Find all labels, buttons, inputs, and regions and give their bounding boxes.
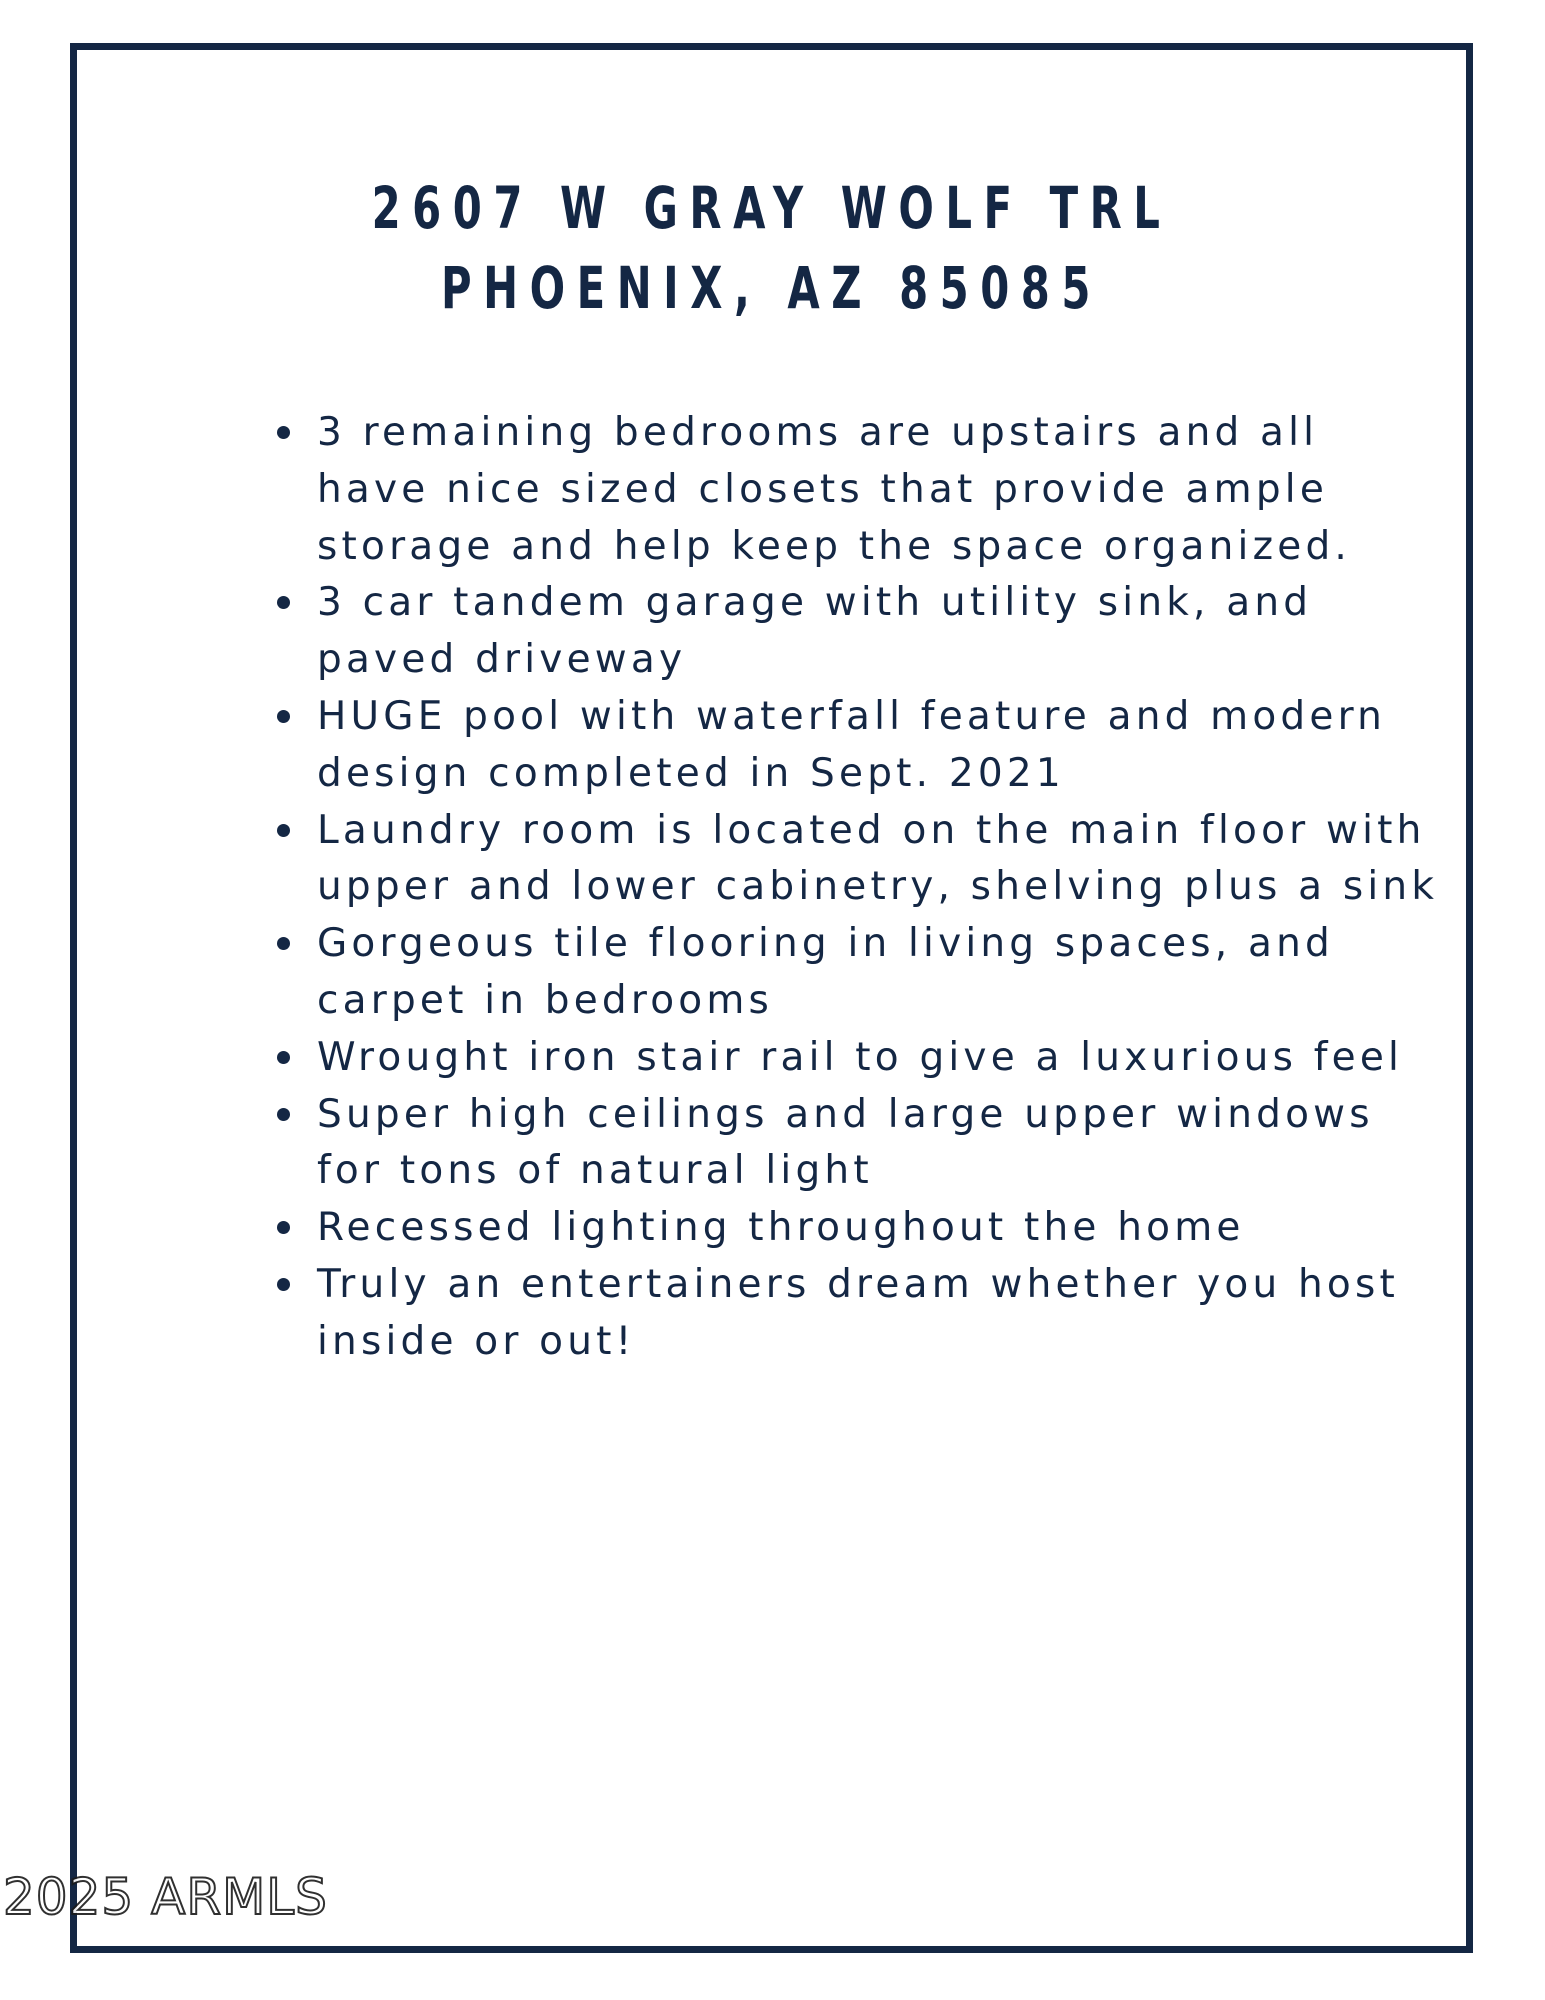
- feature-text: 3 remaining bedrooms are upstairs and all have nice sized closets that provide ample storage and help keep the space organized.: [317, 410, 1351, 569]
- list-item: [207, 1257, 1447, 1371]
- bullet-icon: [277, 1221, 290, 1234]
- list-item: [207, 1087, 1447, 1201]
- list-item: [207, 803, 1447, 917]
- list-item: [207, 916, 1447, 1030]
- list-item: [207, 689, 1447, 803]
- page-frame: [70, 43, 1473, 1953]
- address-line-street: 2607 W GRAY WOLF TRL: [371, 174, 1172, 242]
- bullet-icon: [277, 824, 290, 837]
- feature-text: HUGE pool with waterfall feature and modern design completed in Sept. 2021: [317, 693, 1387, 796]
- bullet-icon: [277, 1051, 290, 1064]
- list-item: [207, 1200, 1447, 1257]
- list-item: [207, 575, 1447, 689]
- feature-text: Wrought iron stair rail to give a luxurious feel: [317, 1034, 1404, 1080]
- feature-text: Truly an entertainers dream whether you host inside or out!: [317, 1261, 1399, 1364]
- address-heading: [271, 168, 1271, 328]
- bullet-icon: [277, 937, 290, 950]
- bullet-icon: [277, 1278, 290, 1291]
- feature-text: Recessed lighting throughout the home: [317, 1205, 1245, 1251]
- feature-list: [207, 405, 1447, 1371]
- list-item: [207, 405, 1447, 575]
- bullet-icon: [277, 710, 290, 723]
- feature-text: 3 car tandem garage with utility sink, and paved driveway: [317, 580, 1313, 683]
- bullet-icon: [277, 596, 290, 609]
- feature-text: Laundry room is located on the main floor with upper and lower cabinetry, shelving plus a sink: [317, 807, 1439, 910]
- bullet-icon: [277, 426, 290, 439]
- bullet-icon: [277, 1108, 290, 1121]
- copyright-watermark: 2025 ARMLS: [3, 1868, 328, 1926]
- feature-text: Gorgeous tile flooring in living spaces, and carpet in bedrooms: [317, 921, 1334, 1023]
- feature-text: Super high ceilings and large upper windows for tons of natural light: [317, 1091, 1374, 1194]
- list-item: [207, 1030, 1447, 1087]
- address-line-city: PHOENIX, AZ 85085: [441, 254, 1102, 322]
